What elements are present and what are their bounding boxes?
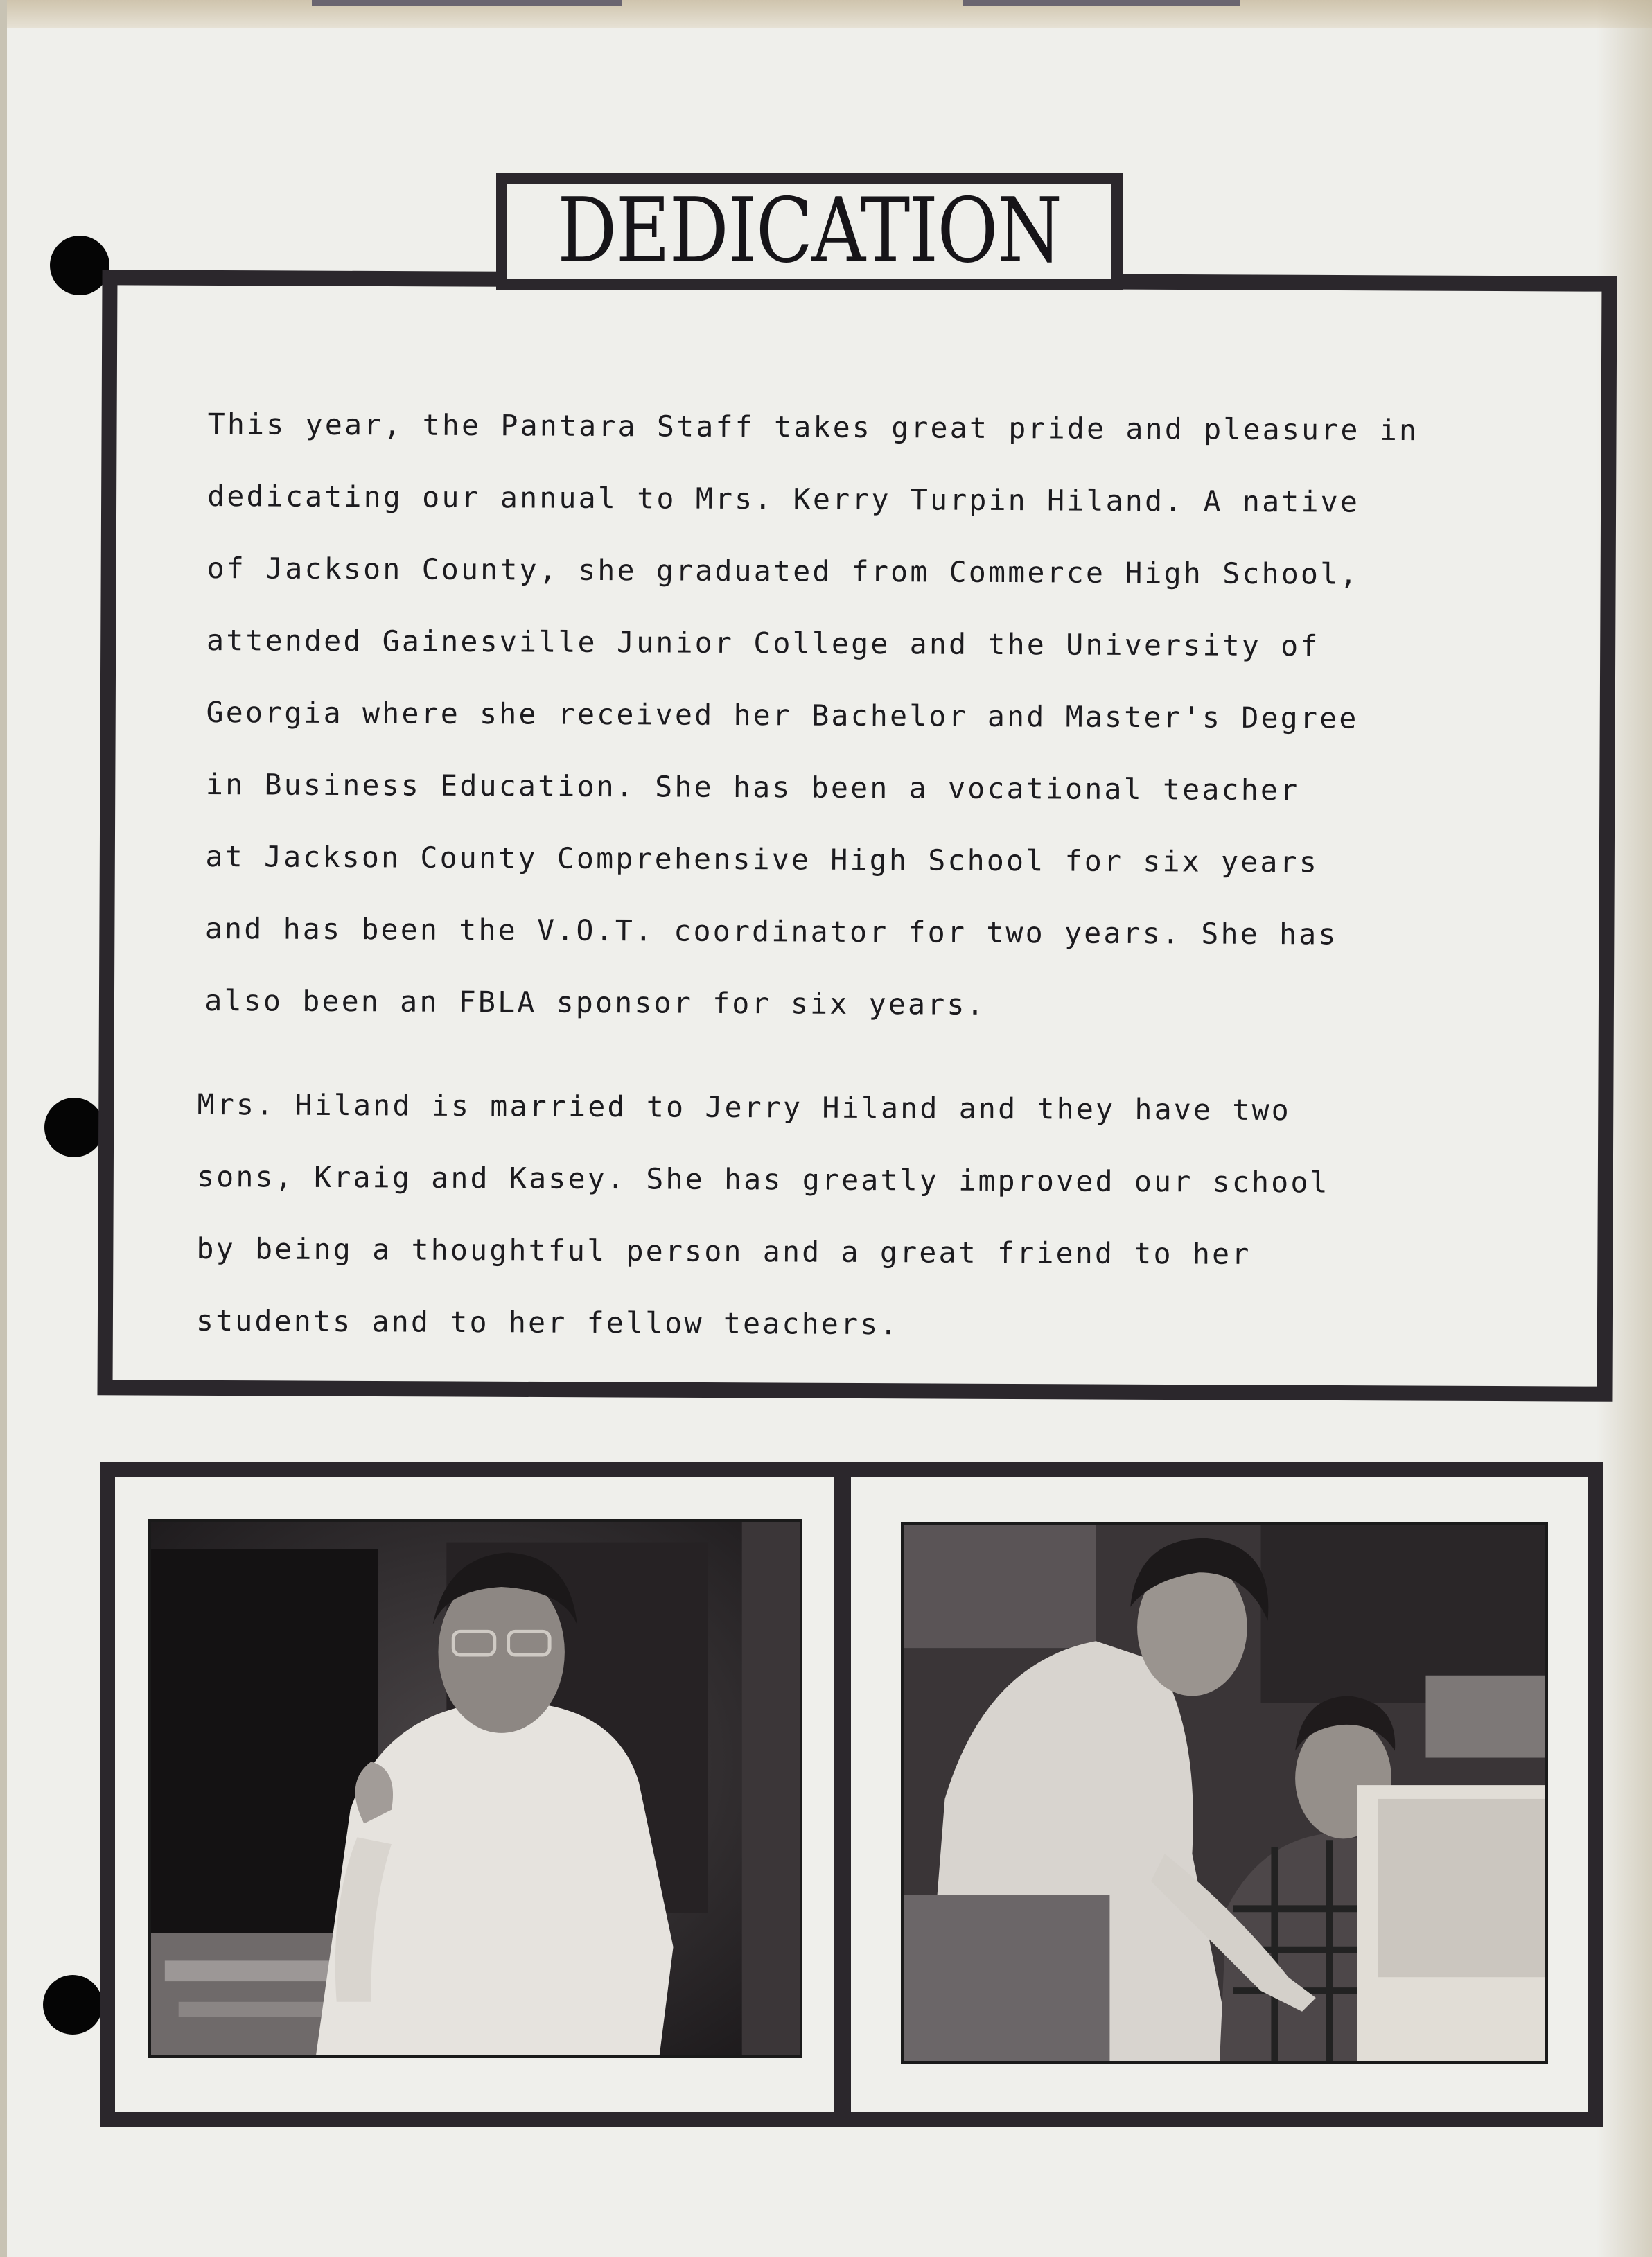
text-line: students and to her fellow teachers. bbox=[195, 1303, 899, 1342]
text-line: and has been the V.O.T. coordinator for two years. She has bbox=[204, 911, 1338, 951]
dedication-paragraph-2 bbox=[196, 1069, 1563, 1364]
text-line: Georgia where she received her Bachelor and Master's Degree bbox=[206, 694, 1359, 735]
text-line: attended Gainesville Junior College and the University of bbox=[206, 622, 1320, 663]
photo-frame-divider bbox=[834, 1472, 851, 2120]
binder-hole-top bbox=[50, 236, 109, 295]
photo-teacher-with-student-image bbox=[904, 1525, 1545, 2061]
top-edge-mark bbox=[963, 0, 1240, 6]
page-top-edge bbox=[7, 0, 1652, 28]
binder-hole-middle bbox=[44, 1098, 104, 1157]
photo-teacher-portrait bbox=[148, 1519, 802, 2058]
text-line: of Jackson County, she graduated from Commerce High School, bbox=[206, 550, 1360, 591]
text-line: also been an FBLA sponsor for six years. bbox=[204, 983, 986, 1021]
text-line: in Business Education. She has been a vocational teacher bbox=[205, 766, 1300, 807]
title-box bbox=[496, 173, 1123, 290]
text-line: at Jackson County Comprehensive High School for six years bbox=[205, 838, 1319, 879]
text-line: dedicating our annual to Mrs. Kerry Turpin Hiland. A native bbox=[207, 478, 1360, 519]
dedication-paragraph-1 bbox=[204, 388, 1566, 1044]
text-line: Mrs. Hiland is married to Jerry Hiland and they have two bbox=[197, 1087, 1292, 1127]
binder-hole-bottom bbox=[43, 1975, 103, 2035]
page-title: DEDICATION bbox=[557, 179, 1062, 283]
dedication-text bbox=[195, 388, 1566, 1364]
text-line: by being a thoughtful person and a great friend to her bbox=[196, 1231, 1251, 1271]
text-line: This year, the Pantara Staff takes great pride and pleasure in bbox=[207, 406, 1419, 448]
text-line: sons, Kraig and Kasey. She has greatly improved our school bbox=[196, 1159, 1330, 1200]
top-edge-mark bbox=[312, 0, 622, 6]
photo-teacher-with-student bbox=[901, 1522, 1548, 2064]
photo-teacher-portrait-image bbox=[151, 1522, 800, 2055]
